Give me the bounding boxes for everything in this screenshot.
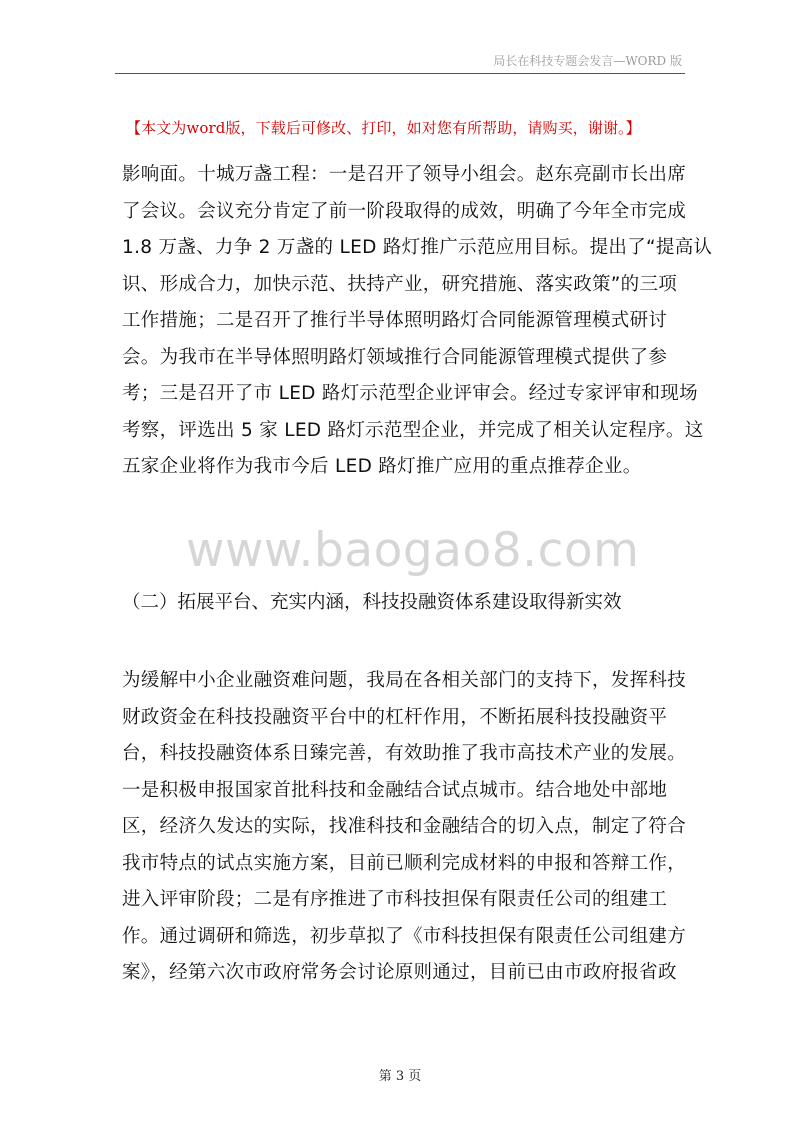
text-line: 考；三是召开了市 LED 路灯示范型企业评审会。经过专家评审和现场 xyxy=(122,383,698,404)
text-line: 五家企业将作为我市今后 LED 路灯推广应用的重点推荐企业。 xyxy=(122,456,642,477)
text-line: 工作措施；二是召开了推行半导体照明路灯合同能源管理模式研讨 xyxy=(122,310,668,331)
text-line: 影响面。十城万盏工程：一是召开了领导小组会。赵东亮副市长出席 xyxy=(122,164,687,185)
text-line: 一是积极申报国家首批科技和金融结合试点城市。结合地处中部地 xyxy=(122,779,668,801)
text-line: 识、形成合力，加快示范、扶持产业，研究措施、落实政策”的三项 xyxy=(122,273,678,295)
text-line: 考察，评选出 5 家 LED 路灯示范型企业，并完成了相关认定程序。这 xyxy=(122,419,704,441)
text-line: 1.8 万盏、力争 2 万盏的 LED 路灯推广示范应用目标。提出了“提高认 xyxy=(122,237,713,258)
text-line: 案》，经第六次市政府常务会讨论原则通过，目前已由市政府报省政 xyxy=(122,962,677,983)
section-heading: （二）拓展平台、充实内涵，科技投融资体系建设取得新实效 xyxy=(122,592,622,613)
page-number: 第 3 页 xyxy=(378,1069,422,1084)
purchase-notice: 【本文为word版，下载后可修改、打印，如对您有所帮助，请购买，谢谢。】 xyxy=(126,119,641,137)
header-title: 局长在科技专题会发言—WORD 版 xyxy=(493,54,682,68)
text-line: 为缓解中小企业融资难问题，我局在各相关部门的支持下，发挥科技 xyxy=(122,670,687,691)
text-line: 进入评审阶段；二是有序推进了市科技担保有限责任公司的组建工 xyxy=(122,889,668,910)
paragraph-2 xyxy=(122,663,687,992)
text-line: 作。通过调研和筛选，初步草拟了《市科技担保有限责任公司组建方 xyxy=(122,925,687,947)
text-line: 财政资金在科技投融资平台中的杠杆作用，不断拓展科技投融资平 xyxy=(122,706,668,728)
text-line: 我市特点的试点实施方案，目前已顺利完成材料的申报和答辩工作， xyxy=(122,852,687,874)
text-line: 区，经济久发达的实际，找准科技和金融结合的切入点，制定了符合 xyxy=(122,816,687,837)
text-line: 台，科技投融资体系日臻完善，有效助推了我市高技术产业的发展。 xyxy=(122,743,687,764)
text-line: 会。为我市在半导体照明路灯领域推行合同能源管理模式提供了参 xyxy=(122,346,668,368)
header-divider xyxy=(115,73,685,74)
text-line: 了会议。会议充分肯定了前一阶段取得的成效，明确了今年全市完成 xyxy=(122,200,687,222)
watermark: www.baogao8.com xyxy=(186,523,640,578)
paragraph-1 xyxy=(122,157,713,486)
